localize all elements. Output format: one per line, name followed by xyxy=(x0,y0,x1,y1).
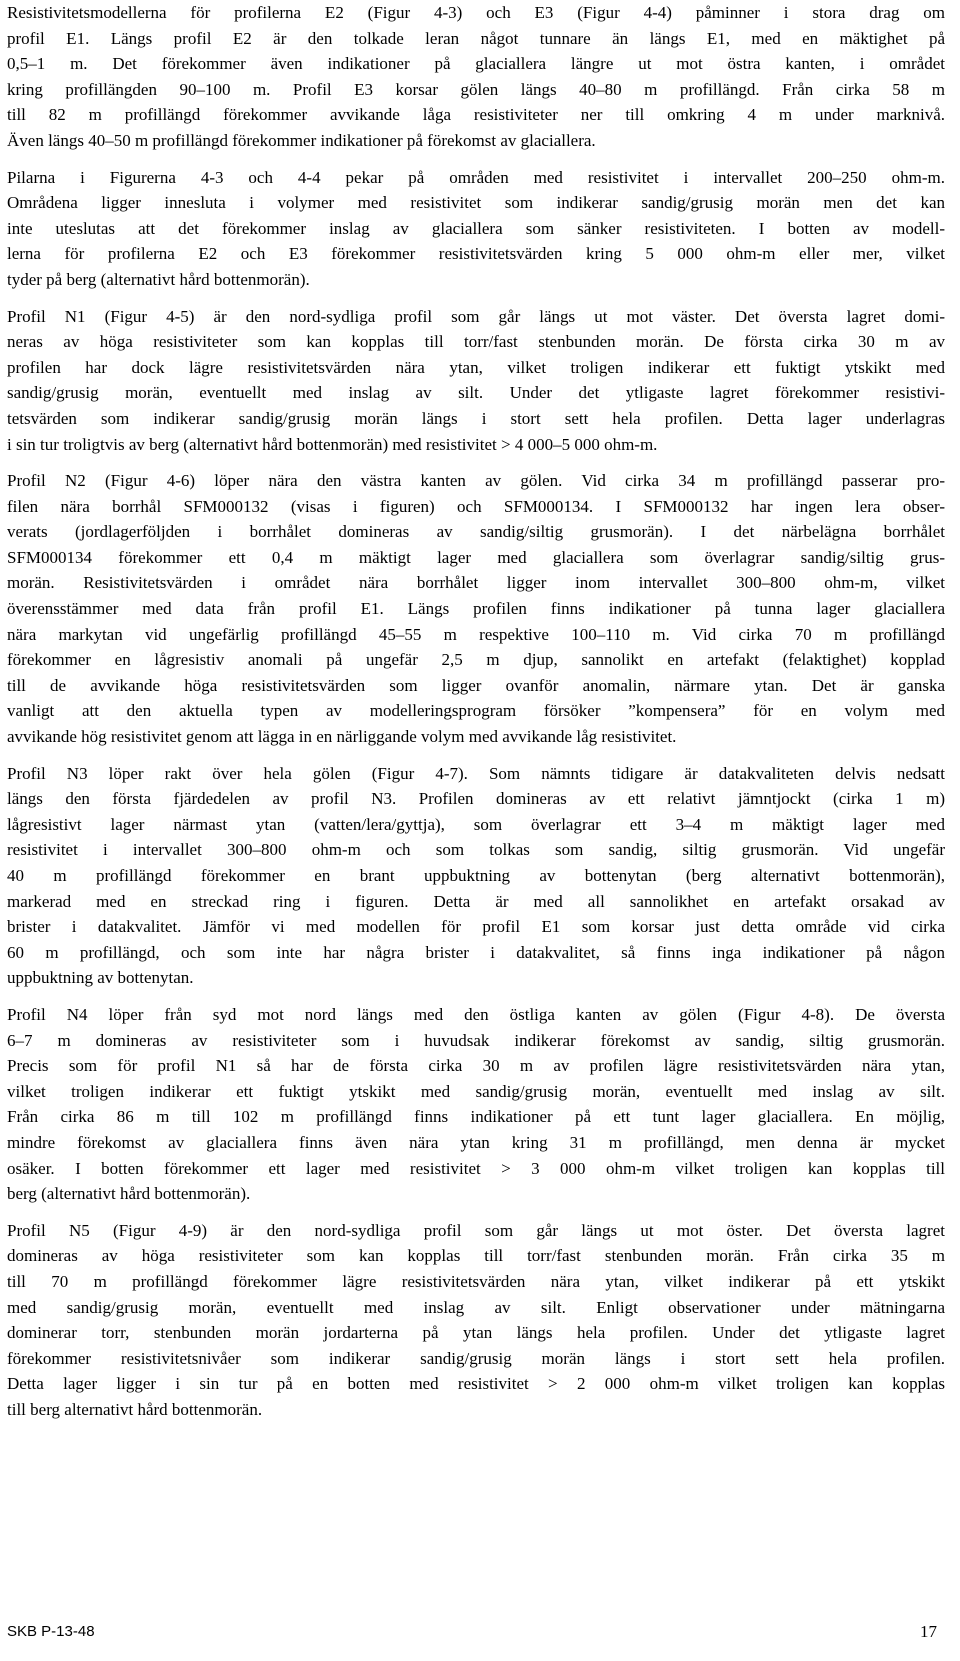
paragraph-profile-n4 xyxy=(7,1002,945,1207)
text-line: 60 m profillängd, och som inte har några brister i datakvalitet, så finns inga indikationer på någon xyxy=(7,942,945,962)
text-line: Profil N5 (Figur 4-9) är den nord-sydliga profil som går längs ut mot öster. Det översta lagret xyxy=(7,1220,945,1240)
text-line: mindre förekomst av glaciallera finns även nära ytan kring 31 m profillängd, men denna är mycket xyxy=(7,1132,945,1152)
text-line: profil E1. Längs profil E2 är den tolkade leran något tunnare än längs E1, med en mäktighet på xyxy=(7,28,945,48)
text-line: vilket troligen indikerar ett fuktigt ytskikt med sandig/grusig morän, eventuellt med inslag av silt. xyxy=(7,1081,945,1101)
page-number: 17 xyxy=(920,1622,937,1641)
text-line: morän. Resistivitetsvärden i området nära borrhålet ligger inom intervallet 300–800 ohm-m, vilket xyxy=(7,573,945,593)
paragraph-profiles-e2-e3 xyxy=(7,0,945,154)
text-line: osäker. I botten förekommer ett lager med resistivitet > 3 000 ohm-m vilket troligen kan kopplas till xyxy=(7,1158,945,1178)
text-line: längs den första fjärdedelen av profil N3. Profilen domineras av ett relativt jämntjockt (cirka 1 m) xyxy=(7,789,945,809)
report-id: SKB P-13-48 xyxy=(7,1623,95,1640)
text-line: Pilarna i Figurerna 4-3 och 4-4 pekar på områden med resistivitet i intervallet 200–250 ohm-m. xyxy=(7,167,945,187)
text-line: 0,5–1 m. Det förekommer även indikationer på glaciallera längre ut mot östra kanten, i området xyxy=(7,54,945,74)
text-line: med sandig/grusig morän, eventuellt med inslag av silt. Enligt observationer under mätningarna xyxy=(7,1297,945,1317)
text-line: i sin tur troligtvis av berg (alternativt hård bottenmorän) med resistivitet > 4 000–5 000 ohm-m. xyxy=(7,434,658,454)
text-line: Från cirka 86 m till 102 m profillängd finns indikationer på ett tunt lager glaciallera. En möjlig, xyxy=(7,1107,945,1127)
text-line: Profil N2 (Figur 4-6) löper nära den västra kanten av gölen. Vid cirka 34 m profillängd passerar pro- xyxy=(7,471,945,491)
text-line: resistivitet i intervallet 300–800 ohm-m och som tolkas som sandig, siltig grusmorän. Vid ungefär xyxy=(7,840,945,860)
text-line: Även längs 40–50 m profillängd förekommer indikationer på förekomst av glaciallera. xyxy=(7,130,596,150)
text-line: sandig/grusig morän, eventuellt med inslag av silt. Under det ytligaste lagret förekommer resistivi- xyxy=(7,383,945,403)
text-line: verats (jordlagerföljden i borrhålet domineras av sandig/siltig grusmorän). I det närbelägna borrhålet xyxy=(7,522,945,542)
text-line: till berg alternativt hård bottenmorän. xyxy=(7,1399,263,1419)
text-line: Detta lager ligger i sin tur på en botten med resistivitet > 2 000 ohm-m vilket troligen kan kopplas xyxy=(7,1374,945,1394)
text-line: nära markytan vid ungefärlig profillängd 45–55 m respektive 100–110 m. Vid cirka 70 m profillängd xyxy=(7,624,945,644)
text-line: neras av höga resistiviteter som kan kopplas till torr/fast stenbunden morän. De första cirka 30 m av xyxy=(7,332,945,352)
text-line: 40 m profillängd förekommer en brant uppbuktning av bottenytan (berg alternativt bottenmorän), xyxy=(7,866,945,885)
text-line: tyder på berg (alternativt hård bottenmorän). xyxy=(7,269,310,289)
text-line: SFM000134 förekommer ett 0,4 m mäktigt lager med glaciallera som överlagrar sandig/siltig grus- xyxy=(7,547,945,567)
text-line: berg (alternativt hård bottenmorän). xyxy=(7,1184,251,1204)
text-line: tetsvärden som indikerar sandig/grusig morän längs i stort sett hela profilen. Detta lager underlagras xyxy=(7,408,945,428)
text-line: lågresistivt lager närmast ytan (vatten/lera/gyttja), som överlagrar ett 3–4 m mäktigt lager med xyxy=(7,814,945,834)
text-line: överensstämmer med data från profil E1. Längs profilen finns indikationer på tunna lager glaciallera xyxy=(7,599,945,619)
text-line: filen nära borrhål SFM000132 (visas i figuren) och SFM000134. I SFM000132 har ingen lera obser- xyxy=(7,496,945,516)
text-line: vanligt att den aktuella typen av modelleringsprogram försöker ”kompensera” för en volym med xyxy=(7,701,945,721)
paragraph-profile-n3 xyxy=(7,761,945,991)
page-body xyxy=(7,0,945,1433)
text-line: förekommer resistivitetsnivåer som indikerar sandig/grusig morän längs i stort sett hela profilen. xyxy=(7,1348,945,1368)
text-line: uppbuktning av bottenytan. xyxy=(7,968,194,988)
text-line: avvikande hög resistivitet genom att lägga in en närliggande volym med avvikande låg resistivitet. xyxy=(7,727,677,747)
text-line: förekommer en lågresistiv anomali på ungefär 2,5 m djup, sannolikt en artefakt (felaktighet) kopplad xyxy=(7,650,945,670)
text-line: markerad med en streckad ring i figuren. Detta är med all sannolikhet en artefakt orsakad av xyxy=(7,891,945,911)
text-line: inte uteslutas att det förekommer inslag av glaciallera som sänker resistiviteten. I botten av modell- xyxy=(7,218,945,238)
paragraph-profile-n2 xyxy=(7,468,945,750)
text-line: Resistivitetsmodellerna för profilerna E2 (Figur 4-3) och E3 (Figur 4-4) påminner i stora drag om xyxy=(7,3,945,22)
text-line: dominerar torr, stenbunden morän jordarterna på ytan längs hela profilen. Under det ytligaste lagret xyxy=(7,1323,945,1343)
text-line: brister i datakvalitet. Jämför vi med modellen för profil E1 som korsar just detta område vid cirka xyxy=(7,917,945,937)
text-line: Precis som för profil N1 så har de första cirka 30 m av profilen lägre resistivitetsvärden nära ytan, xyxy=(7,1056,945,1076)
text-line: kring profillängden 90–100 m. Profil E3 korsar gölen längs 40–80 m profillängd. Från cirka 58 m xyxy=(7,79,945,99)
paragraph-arrows xyxy=(7,165,945,293)
text-line: till 70 m profillängd förekommer lägre resistivitetsvärden nära ytan, vilket indikerar på ett ytskikt xyxy=(7,1271,945,1291)
page-footer xyxy=(7,1620,937,1644)
paragraph-profile-n5 xyxy=(7,1218,945,1423)
paragraph-profile-n1 xyxy=(7,304,945,458)
text-line: Profil N4 löper från syd mot nord längs med den östliga kanten av gölen (Figur 4-8). De översta xyxy=(7,1004,945,1024)
text-line: 6–7 m domineras av resistiviteter som i huvudsak indikerar förekomst av sandig, siltig grusmorän. xyxy=(7,1030,945,1050)
text-line: domineras av höga resistiviteter som kan kopplas till torr/fast stenbunden morän. Från cirka 35 m xyxy=(7,1246,945,1266)
text-line: till de avvikande höga resistivitetsvärden som ligger ovanför anomalin, närmare ytan. Det är ganska xyxy=(7,675,945,695)
text-line: profilen har dock lägre resistivitetsvärden nära ytan, vilket troligen indikerar ett fuktigt ytskikt med xyxy=(7,357,945,377)
text-line: till 82 m profillängd förekommer avvikande låga resistiviteter ner till omkring 4 m under marknivå. xyxy=(7,105,945,125)
text-line: Profil N3 löper rakt över hela gölen (Figur 4-7). Som nämnts tidigare är datakvaliteten delvis nedsatt xyxy=(7,763,945,783)
text-line: lerna för profilerna E2 och E3 förekommer resistivitetsvärden kring 5 000 ohm-m eller mer, vilket xyxy=(7,244,945,264)
text-line: Profil N1 (Figur 4-5) är den nord-sydliga profil som går längs ut mot väster. Det översta lagret domi- xyxy=(7,306,945,326)
text-line: Områdena ligger innesluta i volymer med resistivitet som indikerar sandig/grusig morän men det kan xyxy=(7,193,945,213)
